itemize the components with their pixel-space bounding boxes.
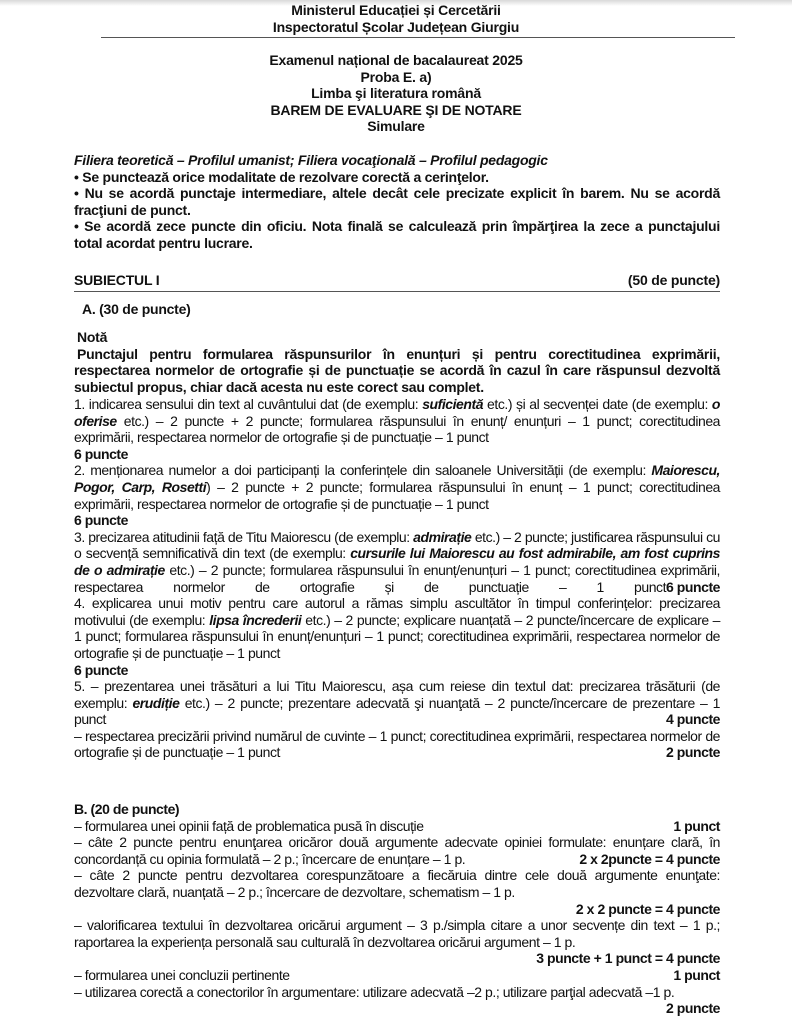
part-b-item: – câte 2 puncte pentru enunţarea oricăror două argumente adecvate opiniei formulate: enunțare clară, în concordanță cu opinia formulată – 2 p.; încercare de enunțare – 1 p. 2 x 2puncte = 4 puncte [74, 834, 720, 867]
subiect-title: SUBIECTUL I [74, 272, 160, 288]
example-2: Maiorescu, Pogor, Carp, Rosetti [74, 462, 720, 495]
item-2-score: 6 puncte [74, 512, 128, 529]
proba-label: Proba E. a) [360, 68, 432, 85]
note-text: Punctajul pentru formularea răspunsurilor în enunțuri și pentru corectitudinea exprimării, respectarea normelor de ortografie și de punctuație se acordă în cazul în care răspunsul dezvoltă subiectul propus, chiar dacă acesta nu este corect sau complet. [74, 345, 720, 395]
item-1-score: 6 puncte [74, 445, 128, 462]
item-3-score: 6 puncte [666, 578, 720, 595]
simulation-label: Simulare [367, 118, 425, 134]
example-3a: admirație [413, 528, 472, 545]
example-3b: cursurile lui Maiorescu au fost admirabile, am fost cuprins de o admirație [74, 545, 720, 578]
example-1b: o oferise [74, 396, 720, 429]
item-5: 5. – prezentarea unei trăsături a lui Titu Maiorescu, așa cum reiese din textul dat: precizarea trăsăturii (de exemplu: erudiție etc.) – 2 puncte; prezentare adecvată şi nuanţată – 2 puncte/încercare de prezentare – 1 punct 4 puncte – respectarea precizării privind numărul de cuvinte – 1 punct; corectitudinea exprimării, respectarea normelor de ortografie și de punctuație – 1 punct 2 puncte [74, 678, 720, 761]
subiect-heading [74, 272, 720, 292]
part-b-item: – formularea unei opinii față de problematica pusă în discuție 1 punct [74, 817, 720, 834]
rule-1: • Se punctează orice modalitate de rezolvare corectă a cerinţelor. [74, 168, 489, 185]
part-b-item: – câte 2 puncte pentru dezvoltarea corespunzătoare a fiecăruia dintre cele două argumente enunţate: dezvoltare clară, nuanțată – 2 p.; încercare de dezvoltare, schematism – 1 p. 2 x 2 puncte = 4 puncte [74, 867, 720, 917]
subject-name: Limba şi literatura română [311, 85, 481, 101]
part-b-title: B. (20 de puncte) [74, 801, 180, 817]
note-label: Notă [77, 329, 108, 345]
rule-2: • Nu se acordă punctaje intermediare, altele decât cele precizate explicit în barem. Nu se acordă fracţiuni de punct. [74, 185, 720, 218]
rule-3: • Se acordă zece puncte din oficiu. Nota finală se calculează prin împărţirea la zece a punctajului total acordat pentru lucrare. [74, 218, 720, 251]
part-b-item: – valorificarea textului în dezvoltarea oricărui argument – 3 p./simpla citare a unor secvențe din text – 1 p.; raportarea la experiența personală sau culturală în dezvoltarea oricărui argument – 1 p. 3 puncte + 1 punct = 4 puncte [74, 917, 720, 967]
item-2: 2. menționarea numelor a doi participanți la conferințele din saloanele Universității (de exemplu: Maiorescu, Pogor, Carp, Rosetti) – 2 puncte + 2 puncte; formularea răspunsului în enunț – 1 punct; corectitudinea exprimării, respectarea normelor de ortografie și de punctuație – 1 punct 6 puncte [74, 462, 721, 529]
part-a-title: A. (30 de puncte) [82, 301, 191, 317]
example-1a: suficientă [422, 396, 484, 412]
part-a-note [74, 329, 720, 395]
item-5-extra-score: 2 puncte [666, 744, 720, 761]
part-a-items [74, 396, 720, 761]
inspectorate-name: Inspectoratul Școlar Județean Giurgiu [272, 19, 520, 35]
intro-section [74, 152, 720, 252]
item-3: 3. precizarea atitudinii față de Titu Maiorescu (de exemplu: admirație etc.) – 2 puncte; justificarea răspunsului cu o secvență semnificativă din text (de exemplu: cursurile lui Maiorescu au fost admirabile, am fost cuprins de o admirație etc.) – 2 puncte; formularea răspunsului în enunț/enunțuri – 1 punct; corectitudinea exprimării, respectarea normelor de ortografie și de punctuație – 1 punct 6 puncte [74, 528, 720, 595]
item-4-score: 6 puncte [74, 661, 128, 678]
part-b-item: – utilizarea corectă a conectorilor în argumentare: utilizare adecvată –2 p.; utilizare parţial adecvată –1 p. 2 puncte [74, 983, 720, 1017]
example-4: lipsa încrederii [209, 611, 302, 628]
subiect-points: (50 de puncte) [627, 272, 720, 288]
ministry-name: Ministerul Educației și Cercetării [291, 2, 501, 18]
filiera-line: Filiera teoretică – Profilul umanist; Filiera vocaţională – Profilul pedagogic [74, 152, 548, 168]
item-5-extra-text: – respectarea precizării privind numărul de cuvinte – 1 punct; corectitudinea exprimării, respectarea normelor de ortografie și de punctuație – 1 punct [74, 727, 720, 761]
item-4: 4. explicarea unui motiv pentru care autorul a rămas simplu ascultător în timpul conferințelor: precizarea motivului (de exemplu: lipsa încrederii etc.) – 2 puncte; explicare nuanțată – 2 puncte/încercare de explicare – 1 punct; formularea răspunsului în enunț/enunțuri – 1 punct; corectitudinea exprimării, respectarea normelor de ortografie și de punctuație – 1 punct 6 puncte [74, 595, 720, 678]
header-divider [101, 37, 735, 38]
barem-title: BAREM DE EVALUARE ŞI DE NOTARE [270, 101, 522, 118]
item-5-score: 4 puncte [666, 711, 720, 728]
item-1: 1. indicarea sensului din text al cuvântului dat (de exemplu: suficientă etc.) și al secvenței date (de exemplu: o oferise etc.) – 2 puncte + 2 puncte; formularea răspunsului în enunț/ enunțuri – 1 punct; corectitudinea exprimării, respectarea normelor de ortografie și de punctuație – 1 punct 6 puncte [74, 396, 720, 462]
example-5: erudiție [132, 694, 180, 711]
part-b-item: – formularea unei concluzii pertinente 1 punct [74, 966, 720, 983]
part-b [74, 801, 720, 1017]
document-title [0, 52, 792, 135]
exam-name: Examenul național de bacalaureat 2025 [269, 52, 523, 68]
